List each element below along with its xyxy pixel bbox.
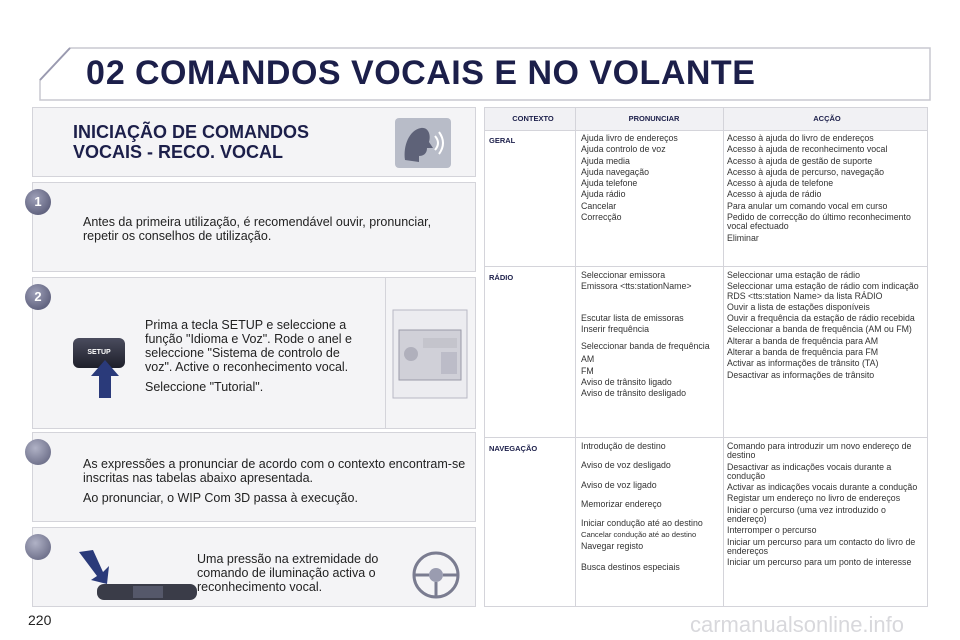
pronounce-item: Cancelar bbox=[581, 200, 617, 211]
action-list bbox=[727, 134, 925, 245]
table-header-action: ACÇÃO bbox=[727, 108, 927, 131]
lightbulb-icon bbox=[25, 439, 51, 465]
pronounce-item: Aviso de trânsito desligado bbox=[581, 388, 686, 399]
step-1-text: Antes da primeira utilização, é recomendável ouvir, pronunciar, repetir os conselhos de utilização. bbox=[83, 215, 432, 243]
action-item: Seleccionar a banda de frequência (AM ou FM) bbox=[727, 324, 912, 335]
action-item: Iniciar o percurso (uma vez introduzido o endereço) bbox=[727, 504, 886, 525]
tip-1-paragraph-1: As expressões a pronunciar de acordo com o contexto encontram-se inscritas nas tabelas abaixo apresentada. bbox=[83, 457, 466, 485]
intro-heading-line1: INICIAÇÃO DE COMANDOS bbox=[73, 122, 310, 142]
pronounce-item: Escutar lista de emissoras bbox=[581, 312, 684, 323]
action-item: Desactivar as indicações vocais durante a condução bbox=[727, 461, 892, 481]
action-item: Iniciar um percurso para um contacto do livro de endereços bbox=[727, 536, 916, 556]
pronounce-item: FM bbox=[581, 365, 594, 376]
watermark: carmanualsonline.info bbox=[690, 612, 905, 637]
pronounce-item: Aviso de trânsito ligado bbox=[581, 377, 672, 388]
step-2-text bbox=[145, 318, 363, 400]
pronounce-item: Iniciar condução até ao destino bbox=[581, 518, 703, 529]
action-list bbox=[727, 442, 925, 570]
context-label: RÁDIO bbox=[489, 273, 514, 282]
step-1-section bbox=[32, 182, 476, 272]
action-item: Registar um endereço no livro de endereços bbox=[727, 493, 901, 504]
tip-1-section bbox=[32, 432, 476, 522]
step-2-paragraph-2: Seleccione "Tutorial". bbox=[145, 380, 264, 394]
action-item: Seleccionar uma estação de rádio com indicação RDS <tts:station Name> da lista RÁDIO bbox=[727, 281, 919, 301]
voice-command-icon bbox=[395, 118, 451, 168]
pronounce-item: Seleccionar emissora bbox=[581, 270, 666, 280]
action-item: Iniciar um percurso para um ponto de interesse bbox=[727, 557, 912, 568]
pronounce-item: Introdução de destino bbox=[581, 441, 666, 451]
action-list bbox=[727, 271, 925, 382]
steering-wheel-icon bbox=[411, 550, 461, 600]
pronounce-list bbox=[581, 134, 721, 224]
action-item: Alterar a banda de frequência para FM bbox=[727, 347, 879, 358]
radio-unit-image bbox=[391, 308, 469, 400]
table-row-general bbox=[485, 130, 927, 267]
left-column bbox=[32, 107, 476, 607]
action-item: Interromper o percurso bbox=[727, 525, 817, 536]
tip-1-paragraph-2: Ao pronunciar, o WIP Com 3D passa à execução. bbox=[83, 491, 358, 505]
pronounce-item: Cancelar condução até ao destino bbox=[581, 530, 697, 540]
divider bbox=[385, 278, 386, 428]
lightbulb-icon bbox=[25, 534, 51, 560]
chapter-number: 02 bbox=[86, 54, 126, 92]
pronounce-item: Correcção bbox=[581, 212, 622, 223]
table-row-radio bbox=[485, 267, 927, 438]
table-header-pronounce: PRONUNCIAR bbox=[581, 108, 727, 131]
pronounce-item: Ajuda navegação bbox=[581, 166, 649, 177]
action-item: Seleccionar uma estação de rádio bbox=[727, 270, 861, 280]
lighting-stalk-image bbox=[73, 550, 203, 606]
action-item: Acesso à ajuda de reconhecimento vocal bbox=[727, 144, 888, 155]
step-2-badge: 2 bbox=[25, 284, 51, 310]
action-item: Acesso à ajuda de gestão de suporte bbox=[727, 155, 873, 166]
table-header-context: CONTEXTO bbox=[485, 108, 581, 131]
action-item: Activar as informações de trânsito (TA) bbox=[727, 358, 879, 369]
action-item: Comando para introduzir um novo endereço de destino bbox=[727, 441, 912, 461]
setup-button: SETUP bbox=[73, 338, 125, 368]
action-item: Acesso à ajuda de rádio bbox=[727, 189, 822, 200]
intro-heading-line2: VOCAIS - RECO. VOCAL bbox=[73, 142, 284, 162]
step-1-badge: 1 bbox=[25, 189, 51, 215]
page-header bbox=[0, 0, 960, 105]
action-item: Alterar a banda de frequência para AM bbox=[727, 335, 879, 346]
action-item: Para anular um comando vocal em curso bbox=[727, 200, 888, 211]
action-item: Desactivar as informações de trânsito bbox=[727, 369, 875, 380]
action-item: Acesso à ajuda do livro de endereços bbox=[727, 133, 874, 143]
pronounce-item: Emissora <tts:stationName> bbox=[581, 281, 692, 292]
action-item: Activar as indicações vocais durante a condução bbox=[727, 482, 918, 493]
pronounce-list bbox=[581, 442, 721, 574]
context-label: GERAL bbox=[489, 136, 516, 145]
action-item: Acesso à ajuda de percurso, navegação bbox=[727, 166, 884, 177]
pronounce-item: Busca destinos especiais bbox=[581, 562, 680, 573]
voice-commands-table bbox=[484, 107, 928, 607]
action-item: Ouvir a lista de estações disponíveis bbox=[727, 301, 870, 312]
action-item: Acesso à ajuda de telefone bbox=[727, 178, 834, 189]
page-number: 220 bbox=[28, 612, 52, 628]
action-item: Eliminar bbox=[727, 232, 759, 243]
pronounce-item: Ajuda controlo de voz bbox=[581, 144, 666, 155]
table-row-navigation bbox=[485, 438, 927, 606]
pronounce-item: Aviso de voz ligado bbox=[581, 479, 657, 490]
tip-1-text bbox=[83, 457, 468, 511]
context-label: NAVEGAÇÃO bbox=[489, 444, 538, 453]
tip-2-section bbox=[32, 527, 476, 607]
action-item: Pedido de correcção do último reconhecimento vocal efectuado bbox=[727, 212, 911, 232]
intro-section bbox=[32, 107, 476, 177]
pronounce-item: Memorizar endereço bbox=[581, 498, 662, 509]
pronounce-item: Aviso de voz desligado bbox=[581, 460, 671, 471]
pronounce-item: Ajuda rádio bbox=[581, 189, 626, 200]
pronounce-item: Inserir frequência bbox=[581, 323, 649, 334]
pronounce-item: Ajuda media bbox=[581, 155, 630, 166]
pronounce-item: Navegar registo bbox=[581, 540, 644, 551]
step-2-paragraph-1: Prima a tecla SETUP e seleccione a função "Idioma e Voz". Rode o anel e seleccione "Sistema de controlo de voz". Active o reconhecimento vocal. bbox=[145, 318, 352, 374]
page-title: COMANDOS VOCAIS E NO VOLANTE bbox=[135, 54, 756, 92]
pronounce-item: Ajuda telefone bbox=[581, 178, 638, 189]
step-2-section bbox=[32, 277, 476, 429]
action-item: Ouvir a frequência da estação de rádio recebida bbox=[727, 313, 915, 324]
pronounce-item: Ajuda livro de endereços bbox=[581, 133, 678, 143]
intro-heading bbox=[73, 122, 309, 162]
arrow-up-icon bbox=[91, 360, 119, 398]
pronounce-item: Seleccionar banda de frequência bbox=[581, 341, 710, 352]
pronounce-list bbox=[581, 271, 721, 401]
tip-2-text: Uma pressão na extremidade do comando de iluminação activa o reconhecimento vocal. bbox=[197, 552, 379, 594]
pronounce-item: AM bbox=[581, 354, 595, 365]
